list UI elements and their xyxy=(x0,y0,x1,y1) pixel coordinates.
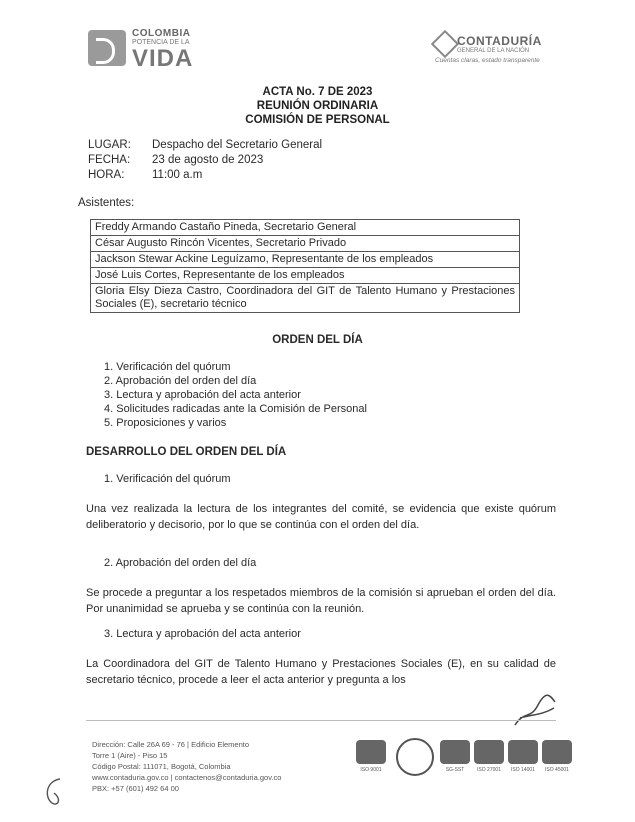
seal-icon xyxy=(396,738,434,776)
agenda-title: ORDEN DEL DÍA xyxy=(272,334,363,346)
meta-label-date: FECHA: xyxy=(88,154,131,166)
meeting-type: REUNIÓN ORDINARIA xyxy=(256,100,379,112)
attendee-cell: César Augusto Rincón Vicentes, Secretario Privado xyxy=(91,236,520,252)
agenda-item: 5. Proposiciones y varios xyxy=(104,417,227,429)
table-row xyxy=(91,252,520,268)
table-row xyxy=(91,236,520,252)
footer-floor: Torre 1 (Aire) - Piso 15 xyxy=(92,751,168,760)
commission-name: COMISIÓN DE PERSONAL xyxy=(245,114,390,126)
section-heading: 1. Verificación del quórum xyxy=(104,473,231,485)
colombia-logo xyxy=(88,26,213,76)
meta-value-date: 23 de agosto de 2023 xyxy=(152,154,264,166)
section-text: Una vez realizada la lectura de los integrantes del comité, se evidencia que existe quórum deliberatorio y decisorio, por lo que se continúa con el orden del día. xyxy=(86,503,556,531)
certification-badge-icon xyxy=(356,740,386,764)
contaduria-logo xyxy=(435,34,555,68)
agenda-item: 3. Lectura y aprobación del acta anterior xyxy=(104,389,301,401)
logo-line1: COLOMBIA xyxy=(132,28,191,39)
contaduria-tagline: Cuentas claras, estado transparente xyxy=(435,57,540,64)
table-row xyxy=(91,220,520,236)
acta-number: ACTA No. 7 DE 2023 xyxy=(262,86,373,98)
agenda-item: 4. Solicitudes radicadas ante la Comisión de Personal xyxy=(104,403,367,415)
margin-initial-mark xyxy=(40,775,66,809)
meta-label-time: HORA: xyxy=(88,169,125,181)
certification-badge-icon xyxy=(508,740,538,764)
section-text: La Coordinadora del GIT de Talento Humano y Prestaciones Sociales (E), en su calidad de secretario técnico, procede a leer el acta anterior y pregunta a los xyxy=(86,658,556,686)
certification-badge-icon xyxy=(440,740,470,764)
footer-divider xyxy=(86,720,556,721)
footer-web-email: www.contaduria.gov.co | contactenos@contaduria.gov.co xyxy=(92,773,282,782)
logo-line3: VIDA xyxy=(132,45,194,72)
attendee-cell: Freddy Armando Castaño Pineda, Secretario General xyxy=(91,220,520,236)
colombia-emblem-icon xyxy=(88,30,126,66)
section-text: Se procede a preguntar a los respetados miembros de la comisión si aprueban el orden del día. Por unanimidad se aprueba y se continúa con la reunión. xyxy=(86,587,556,615)
attendee-cell: José Luis Cortes, Representante de los empleados xyxy=(91,268,520,284)
certification-badge-icon xyxy=(542,740,572,764)
section-heading: 2. Aprobación del orden del día xyxy=(104,557,257,569)
footer-phone: PBX: +57 (601) 492 64 00 xyxy=(92,784,179,793)
agenda-item: 2. Aprobación del orden del día xyxy=(104,375,257,387)
meta-value-time: 11:00 a.m xyxy=(152,169,203,181)
attendees-table xyxy=(90,219,520,313)
footer-postal: Código Postal: 111071, Bogotá, Colombia xyxy=(92,762,231,771)
table-row xyxy=(91,284,520,313)
attendees-label: Asistentes: xyxy=(78,197,135,209)
certification-label: ISO 9001 xyxy=(360,767,382,773)
certification-label: ISO 14001 xyxy=(511,767,535,773)
attendee-cell: Gloria Elsy Dieza Castro, Coordinadora del GIT de Talento Humano y Prestaciones Sociales (E), secretario técnico xyxy=(91,284,520,313)
agenda-item: 1. Verificación del quórum xyxy=(104,361,231,373)
section-heading: 3. Lectura y aprobación del acta anterior xyxy=(104,628,301,640)
certification-badge-icon xyxy=(474,740,504,764)
contaduria-emblem-icon xyxy=(431,30,459,58)
development-title: DESARROLLO DEL ORDEN DEL DÍA xyxy=(86,446,287,458)
meta-label-place: LUGAR: xyxy=(88,139,131,151)
certification-label: ISO 45001 xyxy=(545,767,569,773)
attendee-cell: Jackson Stewar Ackine Leguízamo, Representante de los empleados xyxy=(91,252,520,268)
table-row xyxy=(91,268,520,284)
logo-line2: POTENCIA DE LA xyxy=(132,39,190,46)
certification-label: SG-SST xyxy=(445,767,465,773)
signature-mark xyxy=(510,690,560,730)
footer-address: Dirección: Calle 26A 69 - 76 | Edificio Elemento xyxy=(92,740,250,749)
contaduria-sub: GENERAL DE LA NACIÓN xyxy=(457,48,530,54)
contaduria-name: CONTADURÍA xyxy=(457,34,542,48)
certification-label: ISO 27001 xyxy=(477,767,501,773)
meta-value-place: Despacho del Secretario General xyxy=(152,139,323,151)
